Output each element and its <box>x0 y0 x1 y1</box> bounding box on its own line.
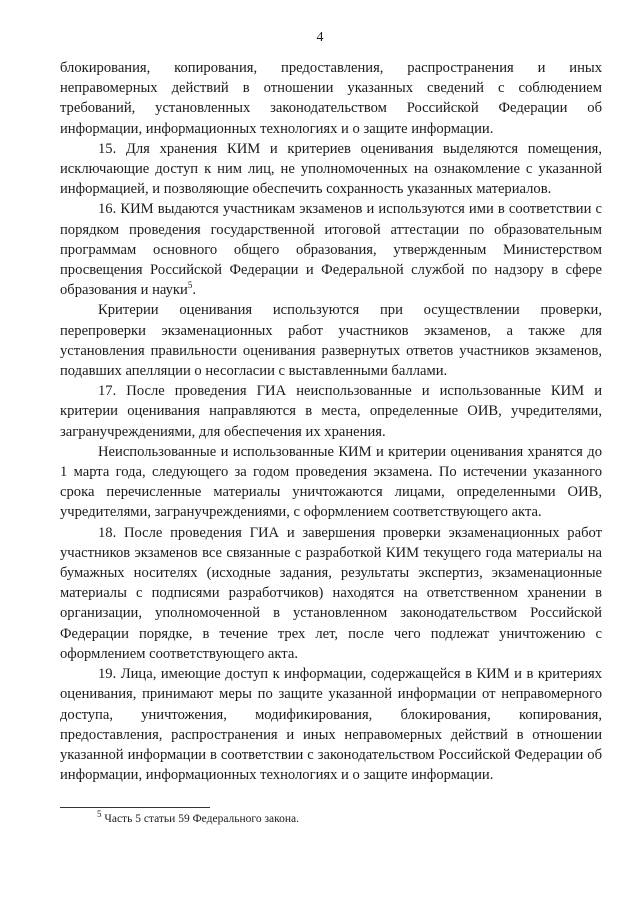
paragraph-storage: Неиспользованные и использованные КИМ и критерии оценивания хранятся до 1 марта года, следующего за годом проведения экзамена. По истечении указанного срока перечисленные материалы уничтожаются лицами, определенными ОИВ, учредителями, загранучреждениями, с оформлением соответствующего акта. <box>60 443 602 521</box>
paragraph-16-end: . <box>192 282 196 299</box>
footnote-reference: 5 <box>187 280 193 291</box>
page-number: 4 <box>316 30 324 45</box>
footnote-divider <box>60 807 210 808</box>
paragraph-15: 15. Для хранения КИМ и критериев оценивания выделяются помещения, исключающие доступ к ним лиц, не уполномоченных на ознакомление с указанной информацией, и позволяющие обеспечить сохранность указанных материалов. <box>60 140 602 198</box>
paragraph-16-text: 16. КИМ выдаются участникам экзаменов и используются ими в соответствии с порядком проведения государственной итоговой аттестации по образовательным программам основного общего образования, утвержденным Министерством просвещения Российской Федерации и Федеральной службой по надзору в сфере образования и науки <box>60 201 602 299</box>
paragraph-16 <box>60 199 602 300</box>
paragraph-continuation: блокирования, копирования, предоставления, распространения и иных неправомерных действий в отношении указанных сведений с соблюдением требований, установленных законодательством Российской Федерации об информации, информационных технологиях и о защите информации. <box>60 60 602 137</box>
footnote <box>97 809 602 827</box>
footnote-marker: 5 <box>97 809 102 820</box>
paragraph-19: 19. Лица, имеющие доступ к информации, содержащейся в КИМ и в критериях оценивания, принимают меры по защите указанной информации от неправомерного доступа, уничтожения, модификирования, блокирования, копирования, предоставления, распространения и иных неправомерных действий в отношении указанной информации в соответствии с законодательством Российской Федерации об информации, информационных технологиях и о защите информации. <box>60 666 602 784</box>
footnote-text: Часть 5 статьи 59 Федерального закона. <box>101 813 300 825</box>
paragraph-17: 17. После проведения ГИА неиспользованные и использованные КИМ и критерии оценивания направляются в места, определенные ОИВ, учредителями, загранучреждениями, для обеспечения их хранения. <box>60 383 602 440</box>
paragraph-criteria: Критерии оценивания используются при осуществлении проверки, перепроверки экзаменационных работ участников экзаменов, а также для установления правильности оценивания развернутых ответов участников экзаменов, подавших апелляции о несогласии с выставленными баллами. <box>60 302 602 380</box>
paragraph-18: 18. После проведения ГИА и завершения проверки экзаменационных работ участников экзаменов все связанные с разработкой КИМ текущего года материалы на бумажных носителях (исходные задания, результаты экспертиз, экзаменационные материалы с подписями разработчиков) находятся на ответственном хранении в организации, уполномоченной в установленном законодательством Российской Федерации порядке, в течение трех лет, после чего подлежат уничтожению с оформлением соответствующего акта. <box>60 524 602 662</box>
body-text <box>60 58 602 785</box>
